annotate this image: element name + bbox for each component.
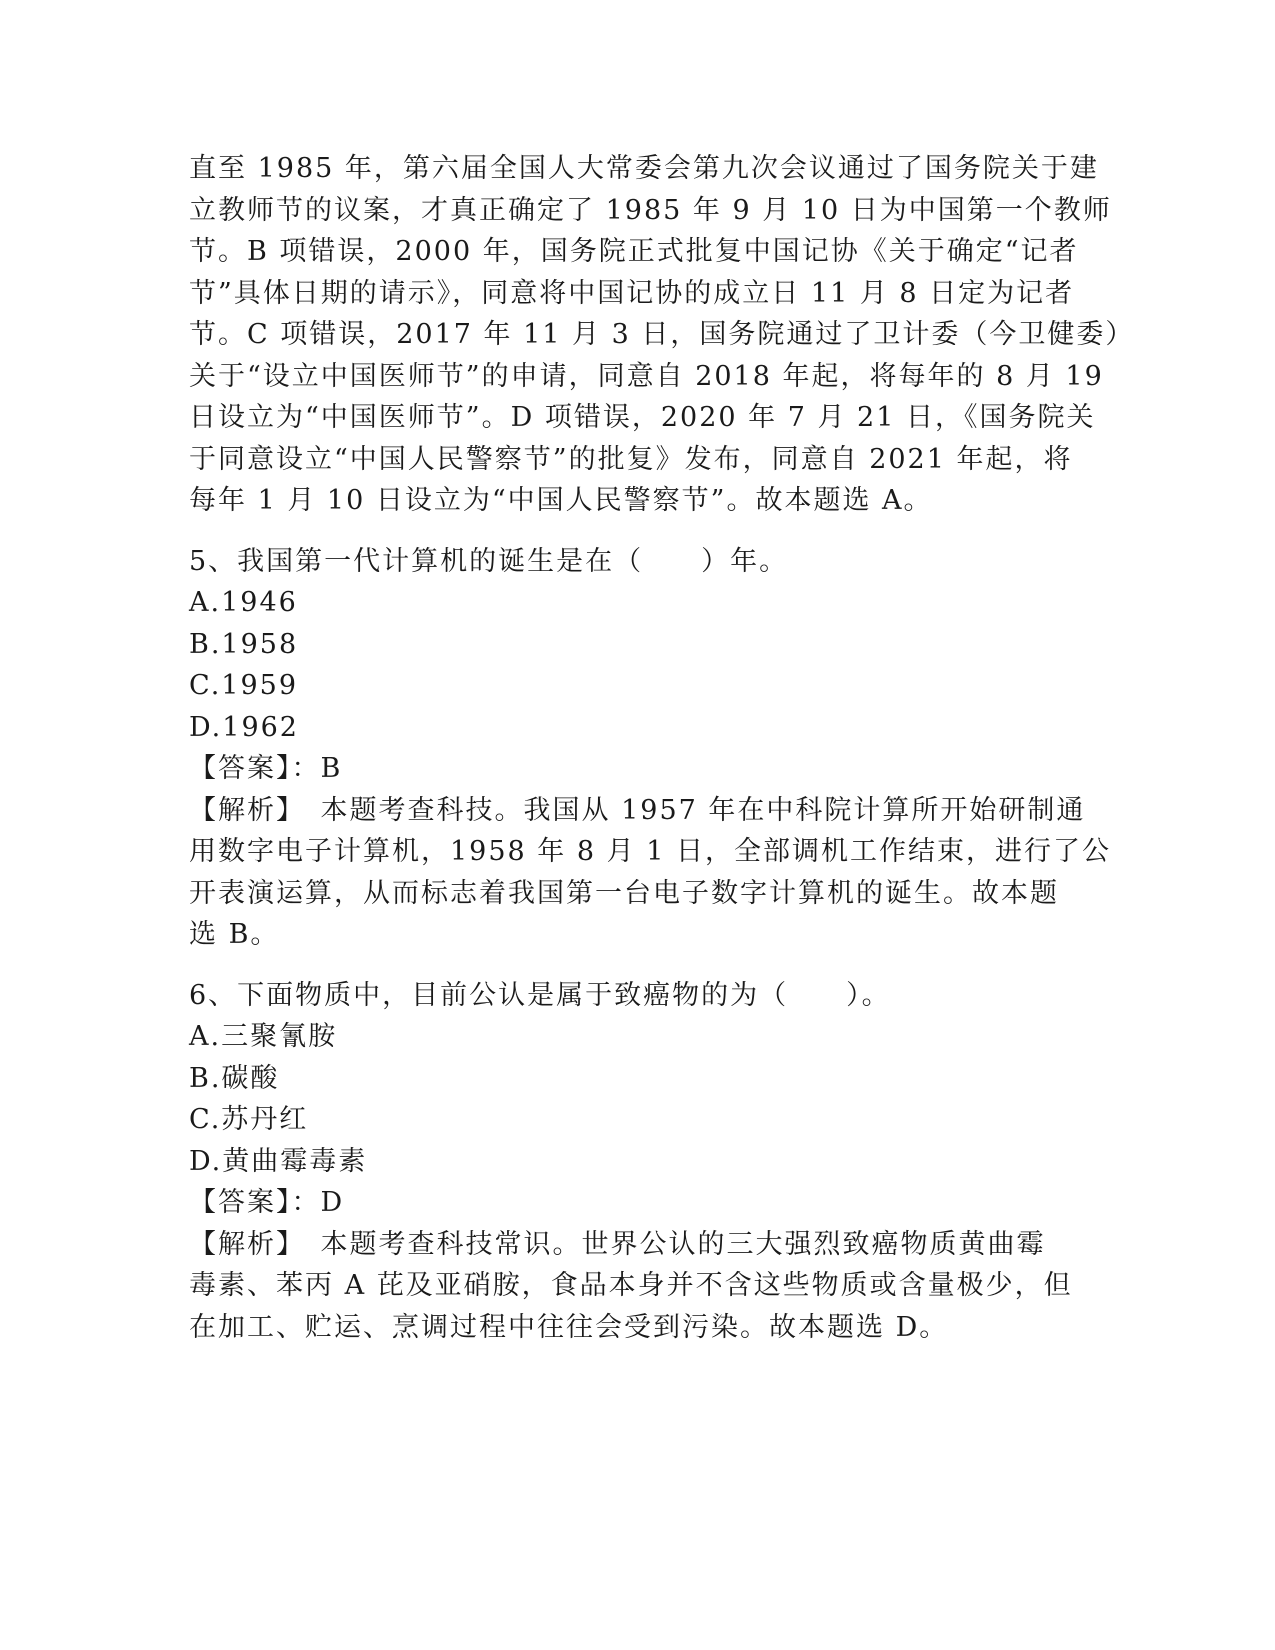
analysis-line: 毒素、苯丙 A 芘及亚硝胺，食品本身并不含这些物质或含量极少，但 (189, 1270, 1073, 1301)
explanation-line: 立教师节的议案，才真正确定了 1985 年 9 月 10 日为中国第一个教师 (189, 194, 1112, 226)
analysis-line: 【解析】 本题考查科技。我国从 1957 年在中科院计算所开始研制通 (189, 794, 1086, 826)
option-a: A.三聚氰胺 (189, 1021, 338, 1052)
question-title: 5、我国第一代计算机的诞生是在（ ）年。 (189, 545, 789, 577)
option-c: C.苏丹红 (189, 1104, 309, 1135)
question-6 (189, 975, 1079, 1349)
explanation-line: 于同意设立“中国人民警察节”的批复》发布，同意自 2021 年起，将 (189, 443, 1073, 475)
question-5 (189, 541, 1111, 956)
analysis-line: 在加工、贮运、烹调过程中往往会受到污染。故本题选 D。 (189, 1311, 949, 1343)
analysis-line: 开表演运算，从而标志着我国第一台电子数字计算机的诞生。故本题 (189, 877, 1059, 909)
analysis-line: 选 B。 (189, 919, 280, 950)
option-a: A.1946 (189, 587, 298, 618)
explanation-line: 节”具体日期的请示》，同意将中国记协的成立日 11 月 8 日定为记者 (189, 277, 1075, 309)
option-d: D.1962 (189, 711, 299, 743)
answer-line: 【答案】：D (189, 1187, 345, 1218)
option-c: C.1959 (189, 670, 298, 701)
document-page (189, 148, 1135, 1348)
answer-line: 【答案】：B (189, 753, 343, 784)
explanation-line: 节。C 项错误，2017 年 11 月 3 日，国务院通过了卫计委（今卫健委） (189, 319, 1135, 350)
option-b: B.1958 (189, 628, 299, 660)
explanation-line: 关于“设立中国医师节”的申请，同意自 2018 年起，将每年的 8 月 19 (189, 360, 1104, 392)
explanation-line: 日设立为“中国医师节”。D 项错误，2020 年 7 月 21 日，《国务院关 (189, 402, 1096, 433)
option-b: B.碳酸 (189, 1062, 280, 1094)
paragraph-gap (189, 956, 1079, 975)
explanation-line: 直至 1985 年，第六届全国人大常委会第九次会议通过了国务院关于建 (189, 153, 1099, 184)
explanation-line: 节。B 项错误，2000 年，国务院正式批复中国记协《关于确定“记者 (189, 236, 1079, 267)
analysis-line: 【解析】 本题考查科技常识。世界公认的三大强烈致癌物质黄曲霉 (189, 1228, 1046, 1260)
option-d: D.黄曲霉毒素 (189, 1145, 368, 1177)
question-title: 6、下面物质中，目前公认是属于致癌物的为（ ）。 (189, 979, 891, 1011)
analysis-line: 用数字电子计算机，1958 年 8 月 1 日，全部调机工作结束，进行了公 (189, 836, 1111, 867)
explanation-line: 每年 1 月 10 日设立为“中国人民警察节”。故本题选 A。 (189, 485, 933, 516)
intro-explanation (189, 148, 1135, 522)
paragraph-gap (189, 522, 1079, 541)
